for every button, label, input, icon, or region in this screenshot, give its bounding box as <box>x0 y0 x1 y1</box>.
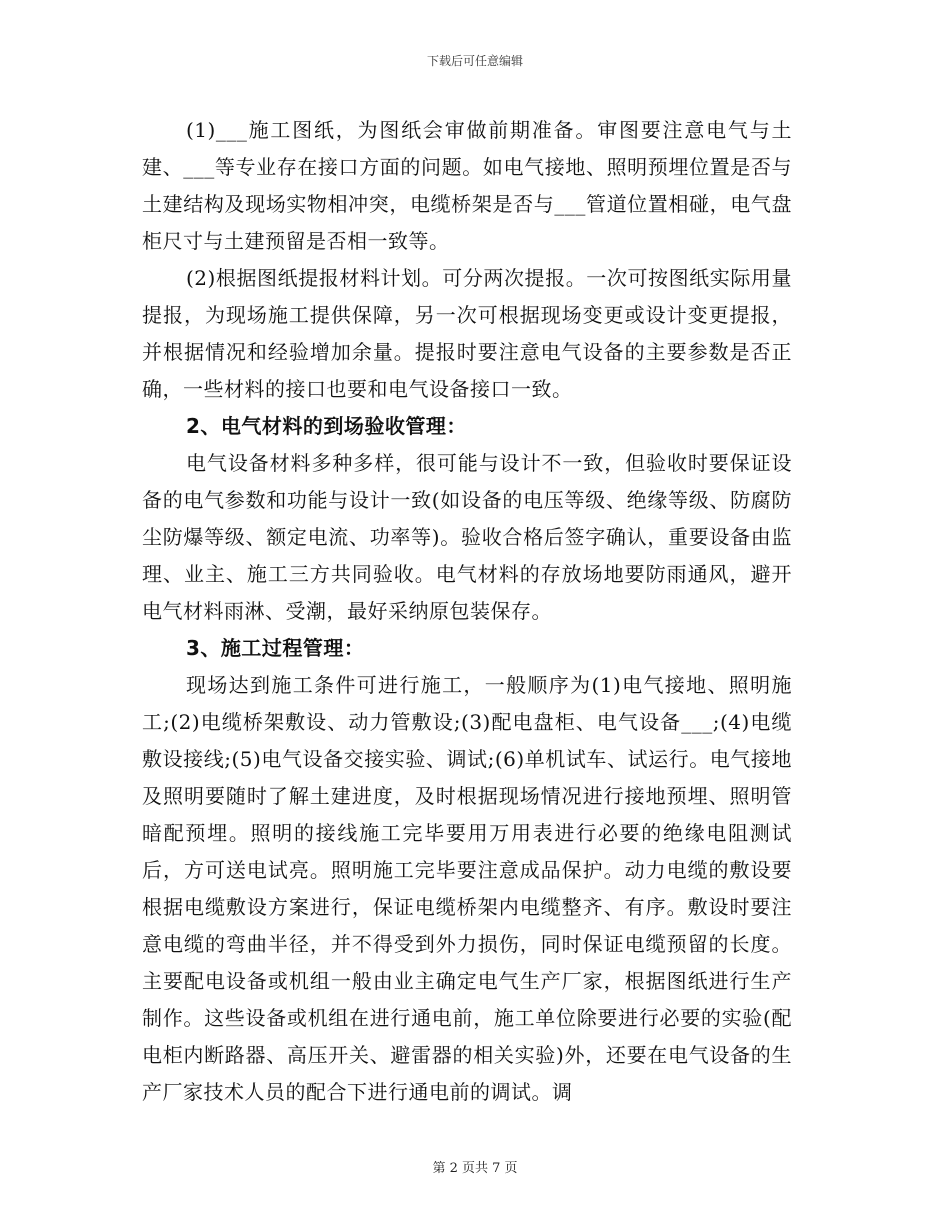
document-body <box>142 112 792 1111</box>
section-heading-construction-process: 3、施工过程管理： <box>186 636 365 660</box>
paragraph-material-acceptance: 电气设备材料多种多样，很可能与设计不一致，但验收时要保证设备的电气参数和功能与设计一致(如设备的电压等级、绝缘等级、防腐防尘防爆等级、额定电流、功率等)。验收合格后签字确认，重要设备由监理、业主、施工三方共同验收。电气材料的存放场地要防雨通风，避开电气材料雨淋、受潮，最好采纳原包装保存。 <box>142 451 792 623</box>
paragraph-review-drawings: (1)___施工图纸，为图纸会审做前期准备。审图要注意电气与土建、___等专业存在接口方面的问题。如电气接地、照明预埋位置是否与土建结构及现场实物相冲突，电缆桥架是否与___管道位置相碰，电气盘柜尺寸与土建预留是否相一致等。 <box>142 118 792 253</box>
paragraph-construction-process: 现场达到施工条件可进行施工，一般顺序为(1)电气接地、照明施工;(2)电缆桥架敷设、动力管敷设;(3)配电盘柜、电气设备___;(4)电缆敷设接线;(5)电气设备交接实验、调试;(6)单机试车、试运行。电气接地及照明要随时了解土建进度，及时根据现场情况进行接地预埋、照明管暗配预埋。照明的接线施工完毕要用万用表进行必要的绝缘电阻测试后，方可送电试亮。照明施工完毕要注意成品保护。动力电缆的敷设要根据电缆敷设方案进行，保证电缆桥架内电缆整齐、有序。敷设时要注意电缆的弯曲半径，并不得受到外力损伤，同时保证电缆预留的长度。主要配电设备或机组一般由业主确定电气生产厂家，根据图纸进行生产制作。这些设备或机组在进行通电前，施工单位除要进行必要的实验(配电柜内断路器、高压开关、避雷器的相关实验)外，还要在电气设备的生产厂家技术人员的配合下进行通电前的调试。调 <box>142 673 792 1104</box>
paragraph-material-plan: (2)根据图纸提报材料计划。可分两次提报。一次可按图纸实际用量提报，为现场施工提供保障，另一次可根据现场变更或设计变更提报，并根据情况和经验增加余量。提报时要注意电气设备的主要参数是否正确，一些材料的接口也要和电气设备接口一致。 <box>142 266 792 401</box>
page-header-note: 下载后可任意编辑 <box>426 54 523 68</box>
page-number: 第 2 页共 7 页 <box>432 1161 518 1176</box>
section-heading-material-acceptance: 2、电气材料的到场验收管理： <box>186 414 467 438</box>
